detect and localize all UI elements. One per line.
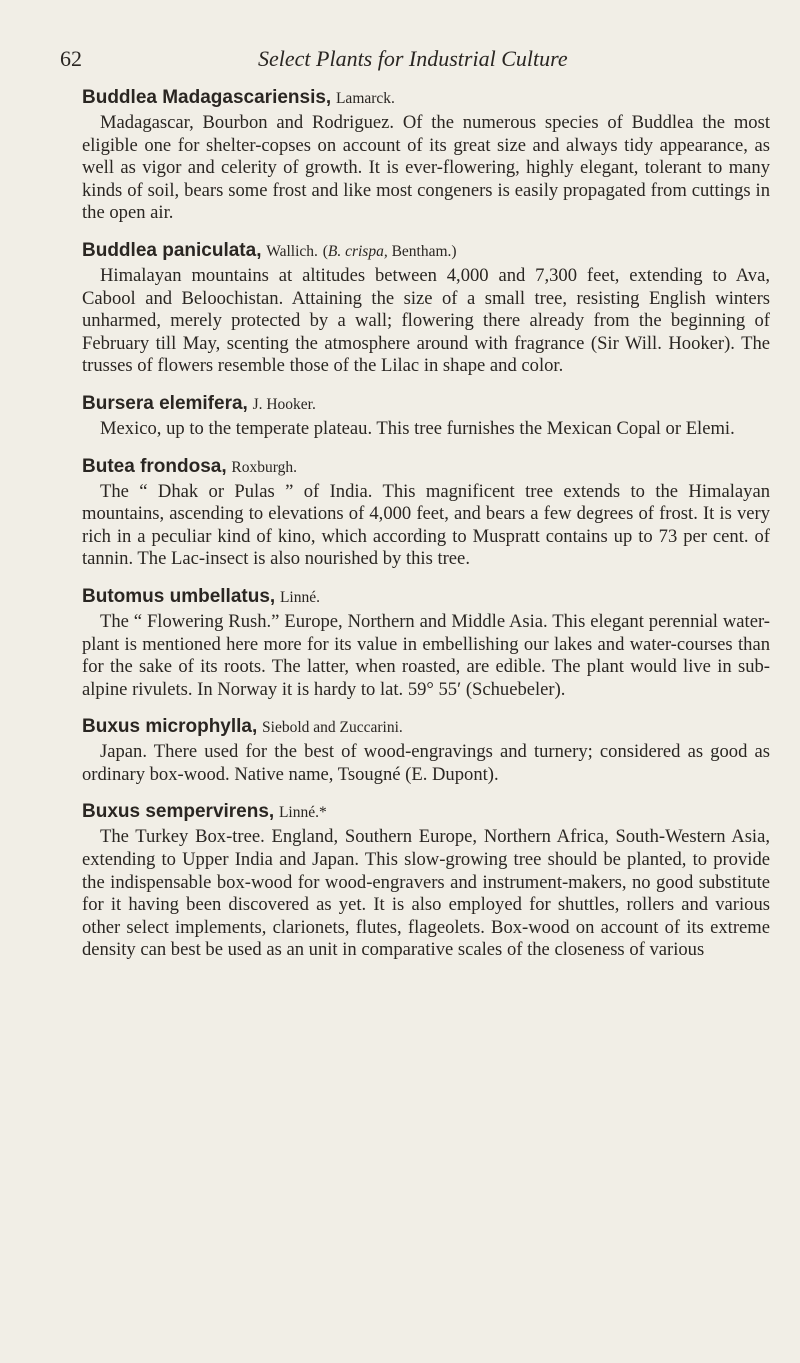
plant-entry [82, 455, 770, 571]
entry-heading [82, 239, 770, 264]
page-number: 62 [60, 46, 82, 71]
species-authority: Wallich. [266, 242, 318, 260]
entry-description: Madagascar, Bourbon and Rodriguez. Of the numerous species of Buddlea the most eligible one for shelter-copses on account of its great size and always tidy appearance, as well as vigor and celerity of growth. It is ever-flowering, highly elegant, tolerant to many kinds of soil, bears some frost and like most congeners is easily propagated from cuttings in the open air. [82, 112, 770, 224]
entry-heading [82, 715, 770, 740]
species-name: Butea frondosa, [82, 455, 227, 477]
synonym-name: B. crispa, [327, 242, 388, 260]
entry-description: Japan. There used for the best of wood-engravings and turnery; considered as good as ordinary box-wood. Native name, Tsougné (E. Dupont). [82, 741, 770, 785]
entry-description: Himalayan mountains at altitudes between 4,000 and 7,300 feet, extending to Ava, Cabool and Beloochistan. Attaining the size of a small tree, resisting English winters unharmed, merely protected by a wall; flowering there already from the beginning of February till May, scenting the atmosphere around with fragrance (Sir Will. Hooker). The trusses of flowers resemble those of the Lilac in shape and color. [82, 264, 770, 377]
running-title: Select Plants for Industrial Culture [258, 46, 568, 71]
entry-heading [82, 585, 770, 610]
species-name: Buxus microphylla, [82, 716, 258, 738]
page-content [82, 86, 770, 976]
synonym-open: ( [322, 242, 328, 260]
species-authority: Linné. [279, 588, 320, 606]
species-name: Buddlea Madagascariensis, [82, 87, 332, 108]
species-name: Bursera elemifera, [82, 392, 248, 414]
entry-description: Mexico, up to the temperate plateau. This tree furnishes the Mexican Copal or Elemi. [100, 417, 735, 439]
entry-heading [82, 86, 770, 111]
page-header [60, 46, 740, 80]
plant-entry [82, 86, 770, 225]
plant-entry [82, 585, 770, 701]
entry-heading [82, 455, 770, 480]
plant-entry [82, 715, 770, 786]
synonym-close: Bentham.) [387, 242, 457, 260]
species-synonym [323, 243, 457, 260]
plant-entry [82, 392, 770, 441]
entry-description: The “ Flowering Rush.” Europe, Northern and Middle Asia. This elegant perennial water-plant is mentioned here more for its value in embellishing our lakes and water-courses than for the sake of its roots. The latter, when roasted, are edible. The plant would live in sub-alpine rivulets. In Norway it is hardy to lat. 59° 55′ (Schuebeler). [82, 610, 770, 700]
species-name: Butomus umbellatus, [82, 585, 276, 607]
entry-description: The Turkey Box-tree. England, Southern Europe, Northern Africa, South-Western Asia, extending to Upper India and Japan. This slow-growing tree should be planted, to provide the indispensable box-wood for wood-engravers and instrument-makers, no good substitute for it having been discovered as yet. It is also employed for shuttles, rollers and various other select implements, clarionets, flutes, flageolets. Box-wood on account of its extreme density can best be used as an unit in comparative scales of the closeness of various [82, 826, 770, 961]
plant-entry [82, 239, 770, 378]
species-authority: Roxburgh. [231, 458, 297, 476]
species-authority: Lamarck. [335, 90, 395, 107]
entry-heading [82, 392, 770, 417]
entry-description: The “ Dhak or Pulas ” of India. This magnificent tree extends to the Himalayan mountains, ascending to elevations of 4,000 feet, and bears a few degrees of frost. It is very rich in a peculiar kind of kino, which according to Muspratt contains up to 73 per cent. of tannin. The Lac-insect is also nourished by this tree. [82, 480, 770, 570]
species-authority: J. Hooker. [252, 395, 316, 413]
species-name: Buddlea paniculata, [82, 239, 262, 261]
species-authority: Linné.* [278, 804, 327, 822]
species-name: Buxus sempervirens, [82, 801, 275, 823]
species-authority: Siebold and Zuccarini. [262, 719, 403, 737]
plant-entry [82, 800, 770, 962]
entry-heading [82, 800, 770, 825]
